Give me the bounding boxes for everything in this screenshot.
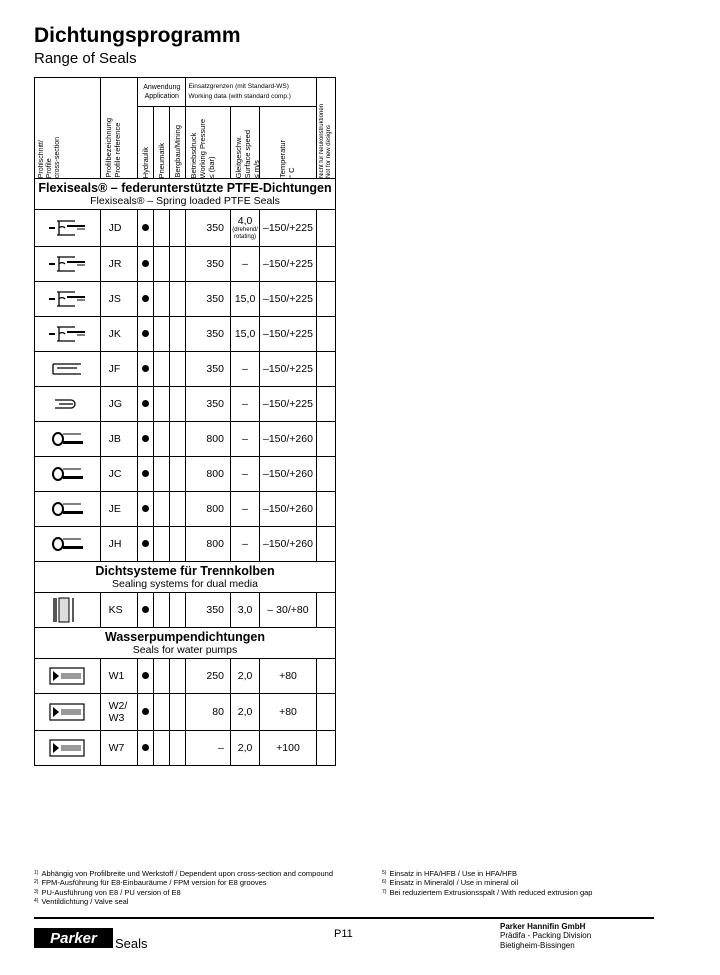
temperature-cell: –150/+225 <box>260 210 317 247</box>
pneumatik-cell <box>154 492 170 527</box>
profile-reference: W2/ <box>108 700 128 712</box>
section-subtitle: Flexiseals® – Spring loaded PTFE Seals <box>90 194 280 207</box>
hydraulik-cell <box>138 694 154 731</box>
speed-value: 15,0 <box>234 328 256 340</box>
not-new-cell <box>316 694 335 731</box>
hydraulik-cell <box>138 659 154 694</box>
profile-reference: JH <box>108 538 122 550</box>
not-new-cell <box>316 317 335 352</box>
speed-cell <box>230 387 259 422</box>
header-line: Betriebsdruck <box>189 132 199 178</box>
table-row <box>35 659 336 694</box>
profile-reference: JB <box>108 433 121 445</box>
flange-profile-icon <box>35 360 100 378</box>
bullet-icon <box>142 400 149 407</box>
hydraulik-cell <box>138 492 154 527</box>
footnote: $^{1)}$ Abhängig von Profilbreite und Werkstoff / Dependent upon cross-section and compound <box>34 869 334 878</box>
pneumatik-cell <box>154 694 170 731</box>
pressure-cell: 350 <box>186 317 230 352</box>
page-number: P11 <box>334 928 353 940</box>
bullet-icon <box>142 224 149 231</box>
pneumatik-cell <box>154 422 170 457</box>
header-pressure <box>186 107 230 179</box>
page-title: Dichtungsprogramm <box>34 24 241 47</box>
table-row <box>35 694 336 731</box>
table-row <box>35 317 336 352</box>
footer-rule <box>34 917 654 919</box>
bullet-icon <box>142 330 149 337</box>
not-new-cell <box>316 593 335 628</box>
pressure-cell: 800 <box>186 492 230 527</box>
temperature-cell: – 30/+80 <box>260 593 317 628</box>
profile-reference: W7 <box>108 742 125 754</box>
profile-reference: JG <box>108 398 123 410</box>
bullet-icon <box>142 606 149 613</box>
speed-value: – <box>242 503 248 515</box>
bergbau-cell <box>170 593 186 628</box>
section-title: Flexiseals® – federunterstützte PTFE-Dichtungen <box>38 180 332 195</box>
section-header <box>35 628 336 659</box>
not-new-cell <box>316 457 335 492</box>
pressure-cell: 80 <box>186 694 230 731</box>
section-header <box>35 562 336 593</box>
profile-cross-section <box>35 694 101 731</box>
bullet-icon <box>142 295 149 302</box>
pump-seal-icon <box>35 737 100 759</box>
speed-cell <box>230 593 259 628</box>
bergbau-cell <box>170 527 186 562</box>
o-profile-icon <box>35 500 100 518</box>
pneumatik-cell <box>154 659 170 694</box>
bullet-icon <box>142 540 149 547</box>
hydraulik-cell <box>138 247 154 282</box>
temperature-cell: –150/+225 <box>260 247 317 282</box>
bergbau-cell <box>170 352 186 387</box>
table-row <box>35 352 336 387</box>
company-division: Prädifa - Packing Division <box>500 931 592 941</box>
table-row <box>35 492 336 527</box>
header-line: Working Pressure <box>198 118 208 178</box>
bullet-icon <box>142 260 149 267</box>
pressure-cell: – <box>186 731 230 766</box>
header-reference <box>100 78 137 179</box>
bullet-icon <box>142 365 149 372</box>
section-title: Wasserpumpendichtungen <box>105 629 265 644</box>
hydraulik-cell <box>138 731 154 766</box>
speed-value: 2,0 <box>237 670 253 682</box>
bullet-icon <box>142 708 149 715</box>
profile-cross-section <box>35 457 101 492</box>
profile-cross-section <box>35 387 101 422</box>
footnote: $^{4)}$ Ventildichtung / Valve seal <box>34 897 129 907</box>
temperature-cell: –150/+260 <box>260 527 317 562</box>
footnote: $^{7)}$ Bei reduziertem Extrusionsspalt / With reduced extrusion gap <box>382 887 593 897</box>
profile-cross-section <box>35 659 101 694</box>
bergbau-cell <box>170 694 186 731</box>
header-line: Profile reference <box>112 122 122 178</box>
hydraulik-cell <box>138 282 154 317</box>
not-new-cell <box>316 422 335 457</box>
pneumatik-cell <box>154 731 170 766</box>
profile-reference: KS <box>108 604 123 616</box>
table-row <box>35 282 336 317</box>
header-pneumatik: Pneumatik <box>154 107 170 179</box>
parker-logo: Parker <box>34 928 113 948</box>
header-line: Profile <box>46 158 53 178</box>
pressure-cell: 250 <box>186 659 230 694</box>
table-row <box>35 457 336 492</box>
header-speed <box>230 107 259 179</box>
speed-cell <box>230 352 259 387</box>
hydraulik-cell <box>138 593 154 628</box>
not-new-cell <box>316 247 335 282</box>
profile-reference: JC <box>108 468 122 480</box>
pressure-cell: 800 <box>186 527 230 562</box>
profile-cross-section <box>35 247 101 282</box>
hydraulik-cell <box>138 457 154 492</box>
speed-cell <box>230 731 259 766</box>
not-new-cell <box>316 527 335 562</box>
hydraulik-cell <box>138 422 154 457</box>
table-row <box>35 593 336 628</box>
header-temperature <box>260 107 317 179</box>
speed-value: – <box>242 468 248 480</box>
header-line: ° C <box>287 167 297 178</box>
header-line: Surface speed <box>242 129 252 178</box>
temperature-cell: –150/+260 <box>260 422 317 457</box>
profile-cross-section <box>35 422 101 457</box>
table-row <box>35 527 336 562</box>
section-title: Dichtsysteme für Trennkolben <box>95 563 275 578</box>
footnote: $^{6)}$ Einsatz in Mineralöl / Use in mineral oil <box>382 878 519 888</box>
speed-cell <box>230 422 259 457</box>
profile-reference: JK <box>108 328 121 340</box>
bullet-icon <box>142 470 149 477</box>
bullet-icon <box>142 505 149 512</box>
profile-cross-section <box>35 210 101 247</box>
header-line: ≤ m/s <box>251 159 261 178</box>
bergbau-cell <box>170 731 186 766</box>
speed-note: rotating) <box>234 234 257 240</box>
table-row <box>35 422 336 457</box>
pressure-cell: 350 <box>186 247 230 282</box>
profile-cross-section <box>35 731 101 766</box>
footnote: $^{3)}$ PU-Ausführung von E8 / PU version of E8 <box>34 887 181 897</box>
piston-system-icon <box>35 595 100 625</box>
u-cup-profile-icon <box>35 325 100 343</box>
header-line: Profilbezeichnung <box>103 118 113 178</box>
not-new-cell <box>316 492 335 527</box>
profile-cross-section <box>35 317 101 352</box>
bergbau-cell <box>170 247 186 282</box>
profile-reference: JS <box>108 293 121 305</box>
profile-reference: JF <box>108 363 121 375</box>
speed-cell <box>230 492 259 527</box>
u-cup-profile-icon <box>35 290 100 308</box>
pneumatik-cell <box>154 210 170 247</box>
speed-value: 4,0 <box>237 215 253 227</box>
bullet-icon <box>142 744 149 751</box>
pressure-cell: 350 <box>186 352 230 387</box>
bergbau-cell <box>170 422 186 457</box>
speed-value: 3,0 <box>237 604 253 616</box>
profile-reference: JE <box>108 503 121 515</box>
bergbau-cell <box>170 457 186 492</box>
speed-value: 2,0 <box>237 706 253 718</box>
bullet-icon <box>142 672 149 679</box>
header-not-new <box>316 78 335 179</box>
pneumatik-cell <box>154 317 170 352</box>
u-cup-profile-icon <box>35 219 100 237</box>
bergbau-cell <box>170 659 186 694</box>
pneumatik-cell <box>154 247 170 282</box>
section-subtitle: Seals for water pumps <box>132 643 238 656</box>
temperature-cell: +80 <box>260 694 317 731</box>
not-new-cell <box>316 282 335 317</box>
not-new-cell <box>316 352 335 387</box>
speed-value: – <box>242 538 248 550</box>
bullet-icon <box>142 435 149 442</box>
footnotes-right <box>382 869 702 897</box>
pressure-cell: 350 <box>186 282 230 317</box>
profile-reference: W1 <box>108 670 125 682</box>
not-new-cell <box>316 387 335 422</box>
logo-suffix: Seals <box>115 936 148 951</box>
table-row <box>35 210 336 247</box>
pneumatik-cell <box>154 593 170 628</box>
profile-reference: JD <box>108 222 122 234</box>
header-profile <box>35 78 101 179</box>
pump-seal-icon <box>35 665 100 687</box>
speed-value: 15,0 <box>234 293 256 305</box>
pneumatik-cell <box>154 282 170 317</box>
pressure-cell: 800 <box>186 457 230 492</box>
o-profile-icon <box>35 430 100 448</box>
table-row <box>35 247 336 282</box>
o-profile-icon <box>35 465 100 483</box>
page-subtitle: Range of Seals <box>34 50 137 67</box>
speed-cell <box>230 317 259 352</box>
speed-cell <box>230 210 259 247</box>
temperature-cell: –150/+225 <box>260 352 317 387</box>
speed-cell <box>230 282 259 317</box>
speed-cell <box>230 659 259 694</box>
header-line: cross-section <box>54 136 61 178</box>
not-new-cell <box>316 210 335 247</box>
table-row <box>35 731 336 766</box>
temperature-cell: –150/+260 <box>260 492 317 527</box>
speed-cell <box>230 247 259 282</box>
section-subtitle: Sealing systems for dual media <box>112 577 258 590</box>
profile-cross-section <box>35 527 101 562</box>
speed-cell <box>230 457 259 492</box>
hydraulik-cell <box>138 387 154 422</box>
speed-note: (drehend/ <box>232 227 258 233</box>
speed-value: – <box>242 363 248 375</box>
pneumatik-cell <box>154 457 170 492</box>
temperature-cell: –150/+225 <box>260 317 317 352</box>
not-new-cell <box>316 731 335 766</box>
o-profile-icon <box>35 535 100 553</box>
profile-reference: JR <box>108 258 122 270</box>
temperature-cell: +80 <box>260 659 317 694</box>
temperature-cell: +100 <box>260 731 317 766</box>
footnote: $^{5)}$ Einsatz in HFA/HFB / Use in HFA/HFB <box>382 869 517 878</box>
pressure-cell: 800 <box>186 422 230 457</box>
pneumatik-cell <box>154 527 170 562</box>
speed-value: 2,0 <box>237 742 253 754</box>
u-cup-profile-icon <box>35 255 100 273</box>
pressure-cell: 350 <box>186 387 230 422</box>
profile-cross-section <box>35 593 101 628</box>
header-bergbau: Bergbau/Mining <box>170 107 186 179</box>
temperature-cell: –150/+225 <box>260 387 317 422</box>
not-new-cell <box>316 659 335 694</box>
hydraulik-cell <box>138 527 154 562</box>
pump-seal-icon <box>35 701 100 723</box>
speed-value: – <box>242 433 248 445</box>
speed-value: – <box>242 398 248 410</box>
hydraulik-cell <box>138 352 154 387</box>
hydraulik-cell <box>138 210 154 247</box>
header-line: Temperatur <box>278 140 288 178</box>
bergbau-cell <box>170 317 186 352</box>
header-line: Not for new designs <box>325 124 332 178</box>
hook-profile-icon <box>35 395 100 413</box>
profile-reference-2: W3 <box>108 712 125 724</box>
header-application: Anwendung Application <box>138 78 186 107</box>
company-name: Parker Hannifin GmbH <box>500 922 586 931</box>
bergbau-cell <box>170 387 186 422</box>
pressure-cell: 350 <box>186 210 230 247</box>
profile-cross-section <box>35 492 101 527</box>
header-line: Gleitgeschw. <box>233 135 243 178</box>
table-row <box>35 387 336 422</box>
footnote: $^{2)}$ FPM-Ausführung für E8-Einbauräume / FPM version for E8 grooves <box>34 878 267 888</box>
profile-cross-section <box>35 352 101 387</box>
seal-range-table <box>34 77 336 766</box>
speed-cell <box>230 694 259 731</box>
speed-value: – <box>242 258 248 270</box>
bergbau-cell <box>170 492 186 527</box>
section-header <box>35 179 336 210</box>
header-line: Nicht für Neukonstruktionen <box>318 103 325 178</box>
bergbau-cell <box>170 210 186 247</box>
pneumatik-cell <box>154 387 170 422</box>
header-line: ≤ (bar) <box>207 155 217 178</box>
bergbau-cell <box>170 282 186 317</box>
profile-cross-section <box>35 282 101 317</box>
header-hydraulik: Hydraulik <box>138 107 154 179</box>
header-line: Profilschnitt/ <box>38 139 45 178</box>
temperature-cell: –150/+260 <box>260 457 317 492</box>
speed-cell <box>230 527 259 562</box>
header-working-data: Einsatzgrenzen (mit Standard-WS) Working data (with standard comp.) <box>186 78 316 107</box>
pressure-cell: 350 <box>186 593 230 628</box>
footnotes-left <box>34 869 379 907</box>
temperature-cell: –150/+225 <box>260 282 317 317</box>
company-location: Bietigheim-Bissingen <box>500 940 575 950</box>
company-block <box>500 922 591 950</box>
hydraulik-cell <box>138 317 154 352</box>
pneumatik-cell <box>154 352 170 387</box>
